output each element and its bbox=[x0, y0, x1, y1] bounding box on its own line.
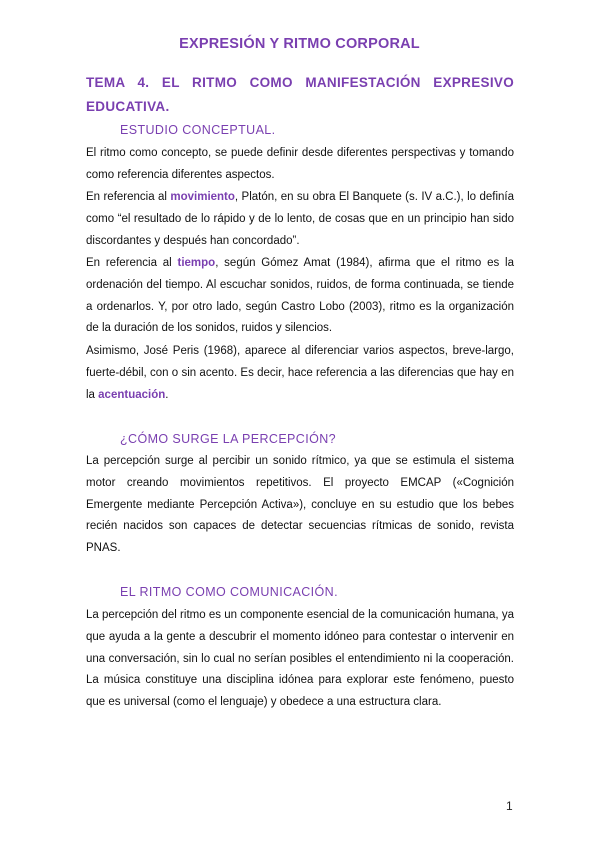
keyword-movimiento: movimiento bbox=[170, 191, 235, 203]
paragraph-text: Asimismo, José Peris (1968), aparece al diferenciar varios aspectos, breve-largo, fuerte-débil, con o sin acento. Es decir, hace referencia a las diferencias que hay en la bbox=[86, 345, 514, 401]
keyword-tiempo: tiempo bbox=[177, 257, 216, 269]
paragraph-text: La percepción del ritmo es un componente esencial de la comunicación humana, ya que ayuda a la gente a descubrir el momento idóneo para contestar o intervenir en una conversación, sin lo cual no serían posibles el entendimiento ni la cooperación. La música constituye una disciplina idónea para explorar este fenómeno, puesto que es universal (como el lenguaje) y obedece a una estructura clara. bbox=[86, 609, 514, 709]
paragraph-percepcion bbox=[86, 451, 514, 560]
paragraph-concept bbox=[86, 143, 514, 187]
paragraph-text: En referencia al bbox=[86, 257, 178, 269]
paragraph-movimiento bbox=[86, 187, 514, 252]
paragraph-comunicacion bbox=[86, 605, 514, 714]
paragraph-text: , Platón, en su obra El Banquete (s. IV a.C.), lo definía como “el resultado de lo rápido y de lo lento, de cosas que en un principio han sido discordantes y después han concordado”. bbox=[86, 191, 514, 247]
page-number: 1 bbox=[506, 799, 513, 813]
section-heading-percepcion: ¿CÓMO SURGE LA PERCEPCIÓN? bbox=[120, 432, 336, 446]
paragraph-text: , según Gómez Amat (1984), afirma que el ritmo es la ordenación del tiempo. Al escuchar sonidos, ruidos, de forma continuada, se tiende a ordenarlos. Y, por otro lado, según Castro Lobo (2003), ritmo es la organización de la duración de los sonidos, ruidos y silencios. bbox=[86, 257, 514, 335]
section-heading-estudio-conceptual: ESTUDIO CONCEPTUAL. bbox=[120, 123, 276, 137]
paragraph-text: La percepción surge al percibir un sonido rítmico, ya que se estimula el sistema motor creando movimientos repetitivos. El proyecto EMCAP («Cognición Emergente mediante Percepción Activa»), concluye en su estudio que los bebes recién nacidos son capaces de detectar secuencias rítmicas de sonido, revista PNAS. bbox=[86, 455, 514, 555]
document-title: EXPRESIÓN Y RITMO CORPORAL bbox=[179, 36, 420, 52]
paragraph-text: El ritmo como concepto, se puede definir desde diferentes perspectivas y tomando como referencia diferentes aspectos. bbox=[86, 147, 514, 181]
paragraph-acentuacion bbox=[86, 341, 514, 406]
paragraph-text: En referencia al bbox=[86, 191, 171, 203]
paragraph-text: . bbox=[165, 388, 169, 401]
keyword-acentuacion: acentuación bbox=[98, 388, 166, 401]
paragraph-tiempo bbox=[86, 253, 514, 340]
tema-heading: TEMA 4. EL RITMO COMO MANIFESTACIÓN EXPRESIVO EDUCATIVA. bbox=[86, 75, 514, 114]
section-heading-comunicacion: EL RITMO COMO COMUNICACIÓN. bbox=[120, 585, 338, 599]
